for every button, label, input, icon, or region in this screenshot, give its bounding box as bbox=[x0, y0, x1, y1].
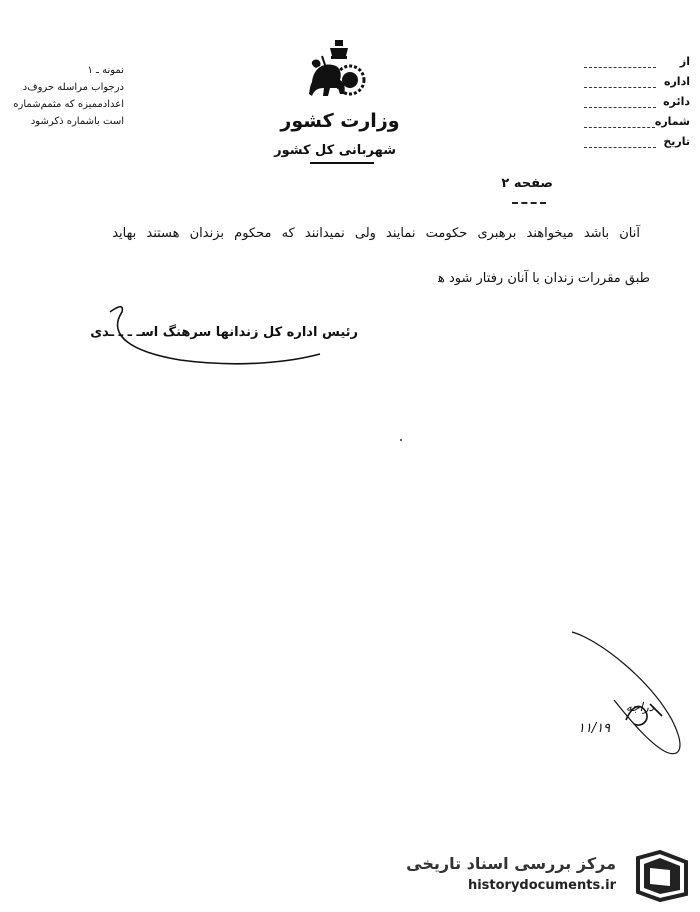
page-number-underline bbox=[512, 202, 546, 204]
body-line-1: آنان باشد میخواهند برهبری حکومت نمایند ولی نمیدانند که محکوم بزندان هستند بهاید bbox=[112, 226, 640, 241]
field-line bbox=[584, 79, 656, 88]
handwritten-date: ۱۱/۱۹ bbox=[577, 721, 611, 736]
body-line-2: طبق مقررات زندان با آنان رفتار شود ه‍ bbox=[438, 271, 650, 286]
field-line bbox=[584, 139, 656, 148]
field-label: اداره bbox=[663, 75, 690, 88]
page-number: صفحه ۲ bbox=[501, 176, 553, 191]
field-line bbox=[584, 119, 655, 128]
field-label: از bbox=[679, 55, 690, 68]
header-fields bbox=[580, 48, 690, 148]
form-note bbox=[6, 62, 124, 130]
form-note-line: است باشماره ذکرشود bbox=[30, 116, 124, 127]
handwritten-annotation: دراجه bbox=[625, 700, 655, 714]
field-office bbox=[580, 68, 690, 88]
form-note-line: اعدادممیزه که مثمم‌شماره bbox=[13, 99, 124, 110]
department-title: شهربانی کل کشور bbox=[274, 143, 396, 158]
field-label: تاریخ bbox=[663, 135, 690, 148]
archive-watermark bbox=[404, 846, 694, 904]
archive-title: مرکز بررسی اسناد تاریخی bbox=[406, 854, 616, 873]
archive-logo-icon bbox=[630, 848, 690, 902]
archive-url: historydocuments.ir bbox=[467, 878, 616, 893]
field-number bbox=[580, 108, 690, 128]
department-underline bbox=[310, 162, 374, 164]
field-from bbox=[580, 48, 690, 68]
field-label: دائره bbox=[663, 95, 690, 108]
form-note-line: نمونه ـ ۱ bbox=[87, 65, 124, 76]
field-date bbox=[580, 128, 690, 148]
field-division bbox=[580, 88, 690, 108]
signature-line: رئیس اداره کل زندانها سرهنگ اسـ ـ ـ ـدی bbox=[90, 325, 358, 340]
ink-dot bbox=[400, 439, 402, 441]
field-line bbox=[584, 59, 656, 68]
form-note-line: درجواب مراسله حروف‌د bbox=[22, 82, 124, 93]
ministry-title: وزارت کشور bbox=[280, 110, 400, 132]
field-label: شماره bbox=[654, 115, 690, 128]
lion-and-sun-emblem-icon bbox=[306, 36, 372, 110]
field-line bbox=[584, 99, 656, 108]
